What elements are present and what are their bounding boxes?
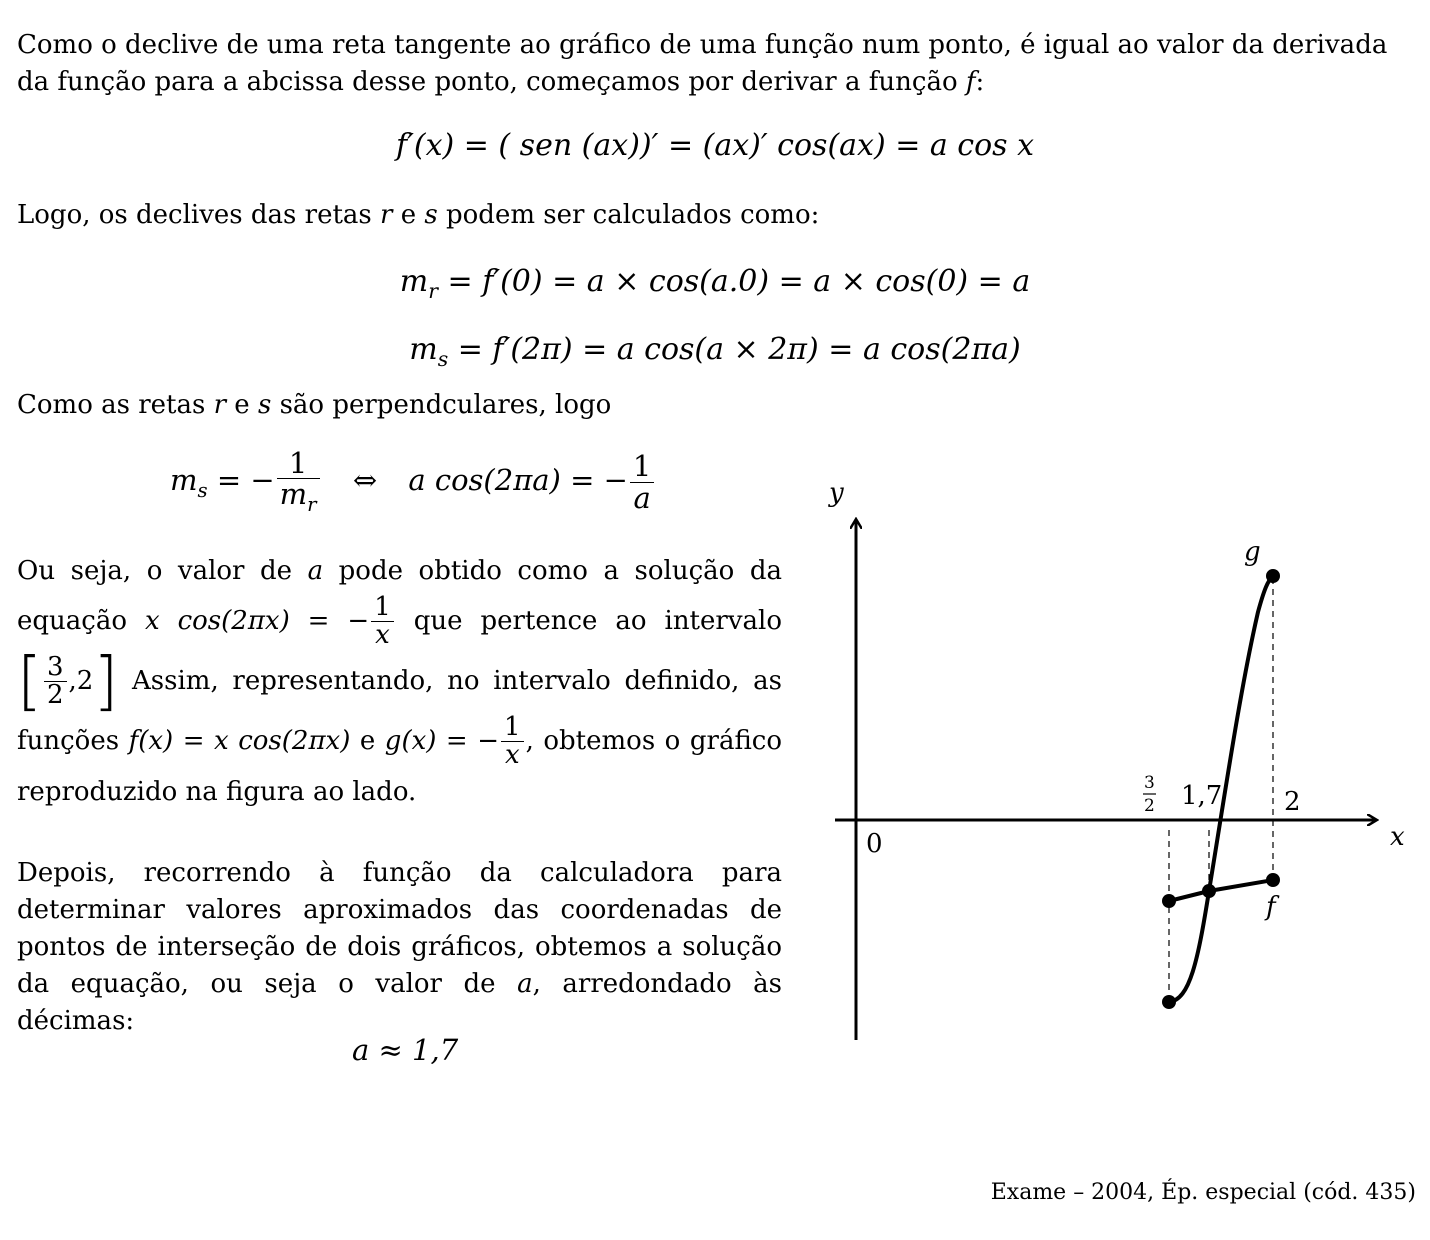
perpendicular-sentence: Como as retas r e s são perpendculares, logo (17, 390, 612, 420)
intro-line-1: Como o declive de uma reta tangente ao gráfico de uma função num ponto, é igual ao valor da derivada (17, 30, 1388, 60)
tick-label-3-2-den: 2 (1144, 796, 1155, 816)
point-g-end (1266, 569, 1280, 583)
point-f-start (1162, 894, 1176, 908)
slope-s-equation: $m_s = f'(2\pi) = a$ cos(a × 2π) = a cos(2πa) (409, 332, 1021, 372)
y-axis-label: y (829, 478, 844, 508)
curve-f (1169, 880, 1273, 901)
intro-paragraph (17, 27, 1417, 101)
point-f-end (1266, 873, 1280, 887)
perpendicular-equation: $m_s$ = − $\frac{1}{m_r}$ ⇔ a cos(2πa) = − $\frac{1}{a}$ (170, 448, 656, 516)
slope-r-equation: $m_r = f'(0) = a \times \cos(a.0) = a \times \cos(0) = a$ (399, 264, 1031, 304)
point-g-start (1162, 995, 1176, 1009)
point-intersection (1202, 884, 1216, 898)
tick-label-3-2-num: 3 (1144, 773, 1155, 793)
slopes-intro: Logo, os declives das retas r e s podem ser calculados como: (17, 200, 820, 230)
interval: [ $\frac{3}{2}$ ,2] (17, 644, 119, 719)
tick-label-2: 2 (1284, 787, 1301, 817)
tick-label-1-7: 1,7 (1181, 781, 1223, 811)
fraction-1-over-a: $\frac{1}{a}$ (630, 451, 654, 513)
f-label: f (1266, 892, 1276, 922)
fraction-1-over-x-g: $\frac{1}{x}$ (501, 714, 524, 770)
g-label: g (1244, 537, 1261, 567)
source-footer: Exame – 2004, Ép. especial (cód. 435) (990, 1180, 1416, 1205)
x-axis-label: x (1390, 822, 1405, 852)
intro-line-2: da função para a abcissa desse ponto, começamos por derivar a função f: (17, 67, 985, 97)
fraction-1-over-x: $\frac{1}{x}$ (371, 594, 394, 650)
solution-paragraph: Ou seja, o valor de a pode obtido como a solução da equação x cos(2πx) = − $\frac{1}{x}$ que pertence ao intervalo [ $\frac{3}{2}$ ,2] Assim, representando, no intervalo definido, as funções f(x) = x cos(2πx) e g(x) = − $\frac{1}{x}$ , obtemos o gráfico reproduzido na figura ao lado. (17, 556, 782, 808)
calculator-paragraph: Depois, recorrendo à função da calculadora para determinar valores aproximados das coordenadas de pontos de interseção de dois gráficos, obtemos a solução da equação, ou seja o valor de a, arredondado às décimas: (17, 858, 782, 1036)
derivative-equation: f′(x) = ( sen (ax))′ = (ax)′ cos(ax) = a cos x (395, 128, 1034, 163)
function-graph (820, 470, 1420, 1060)
origin-label: 0 (866, 829, 883, 859)
answer-equation: a ≈ 1,7 (352, 1033, 459, 1067)
fraction-1-over-mr: $\frac{1}{m_r}$ (277, 448, 320, 516)
